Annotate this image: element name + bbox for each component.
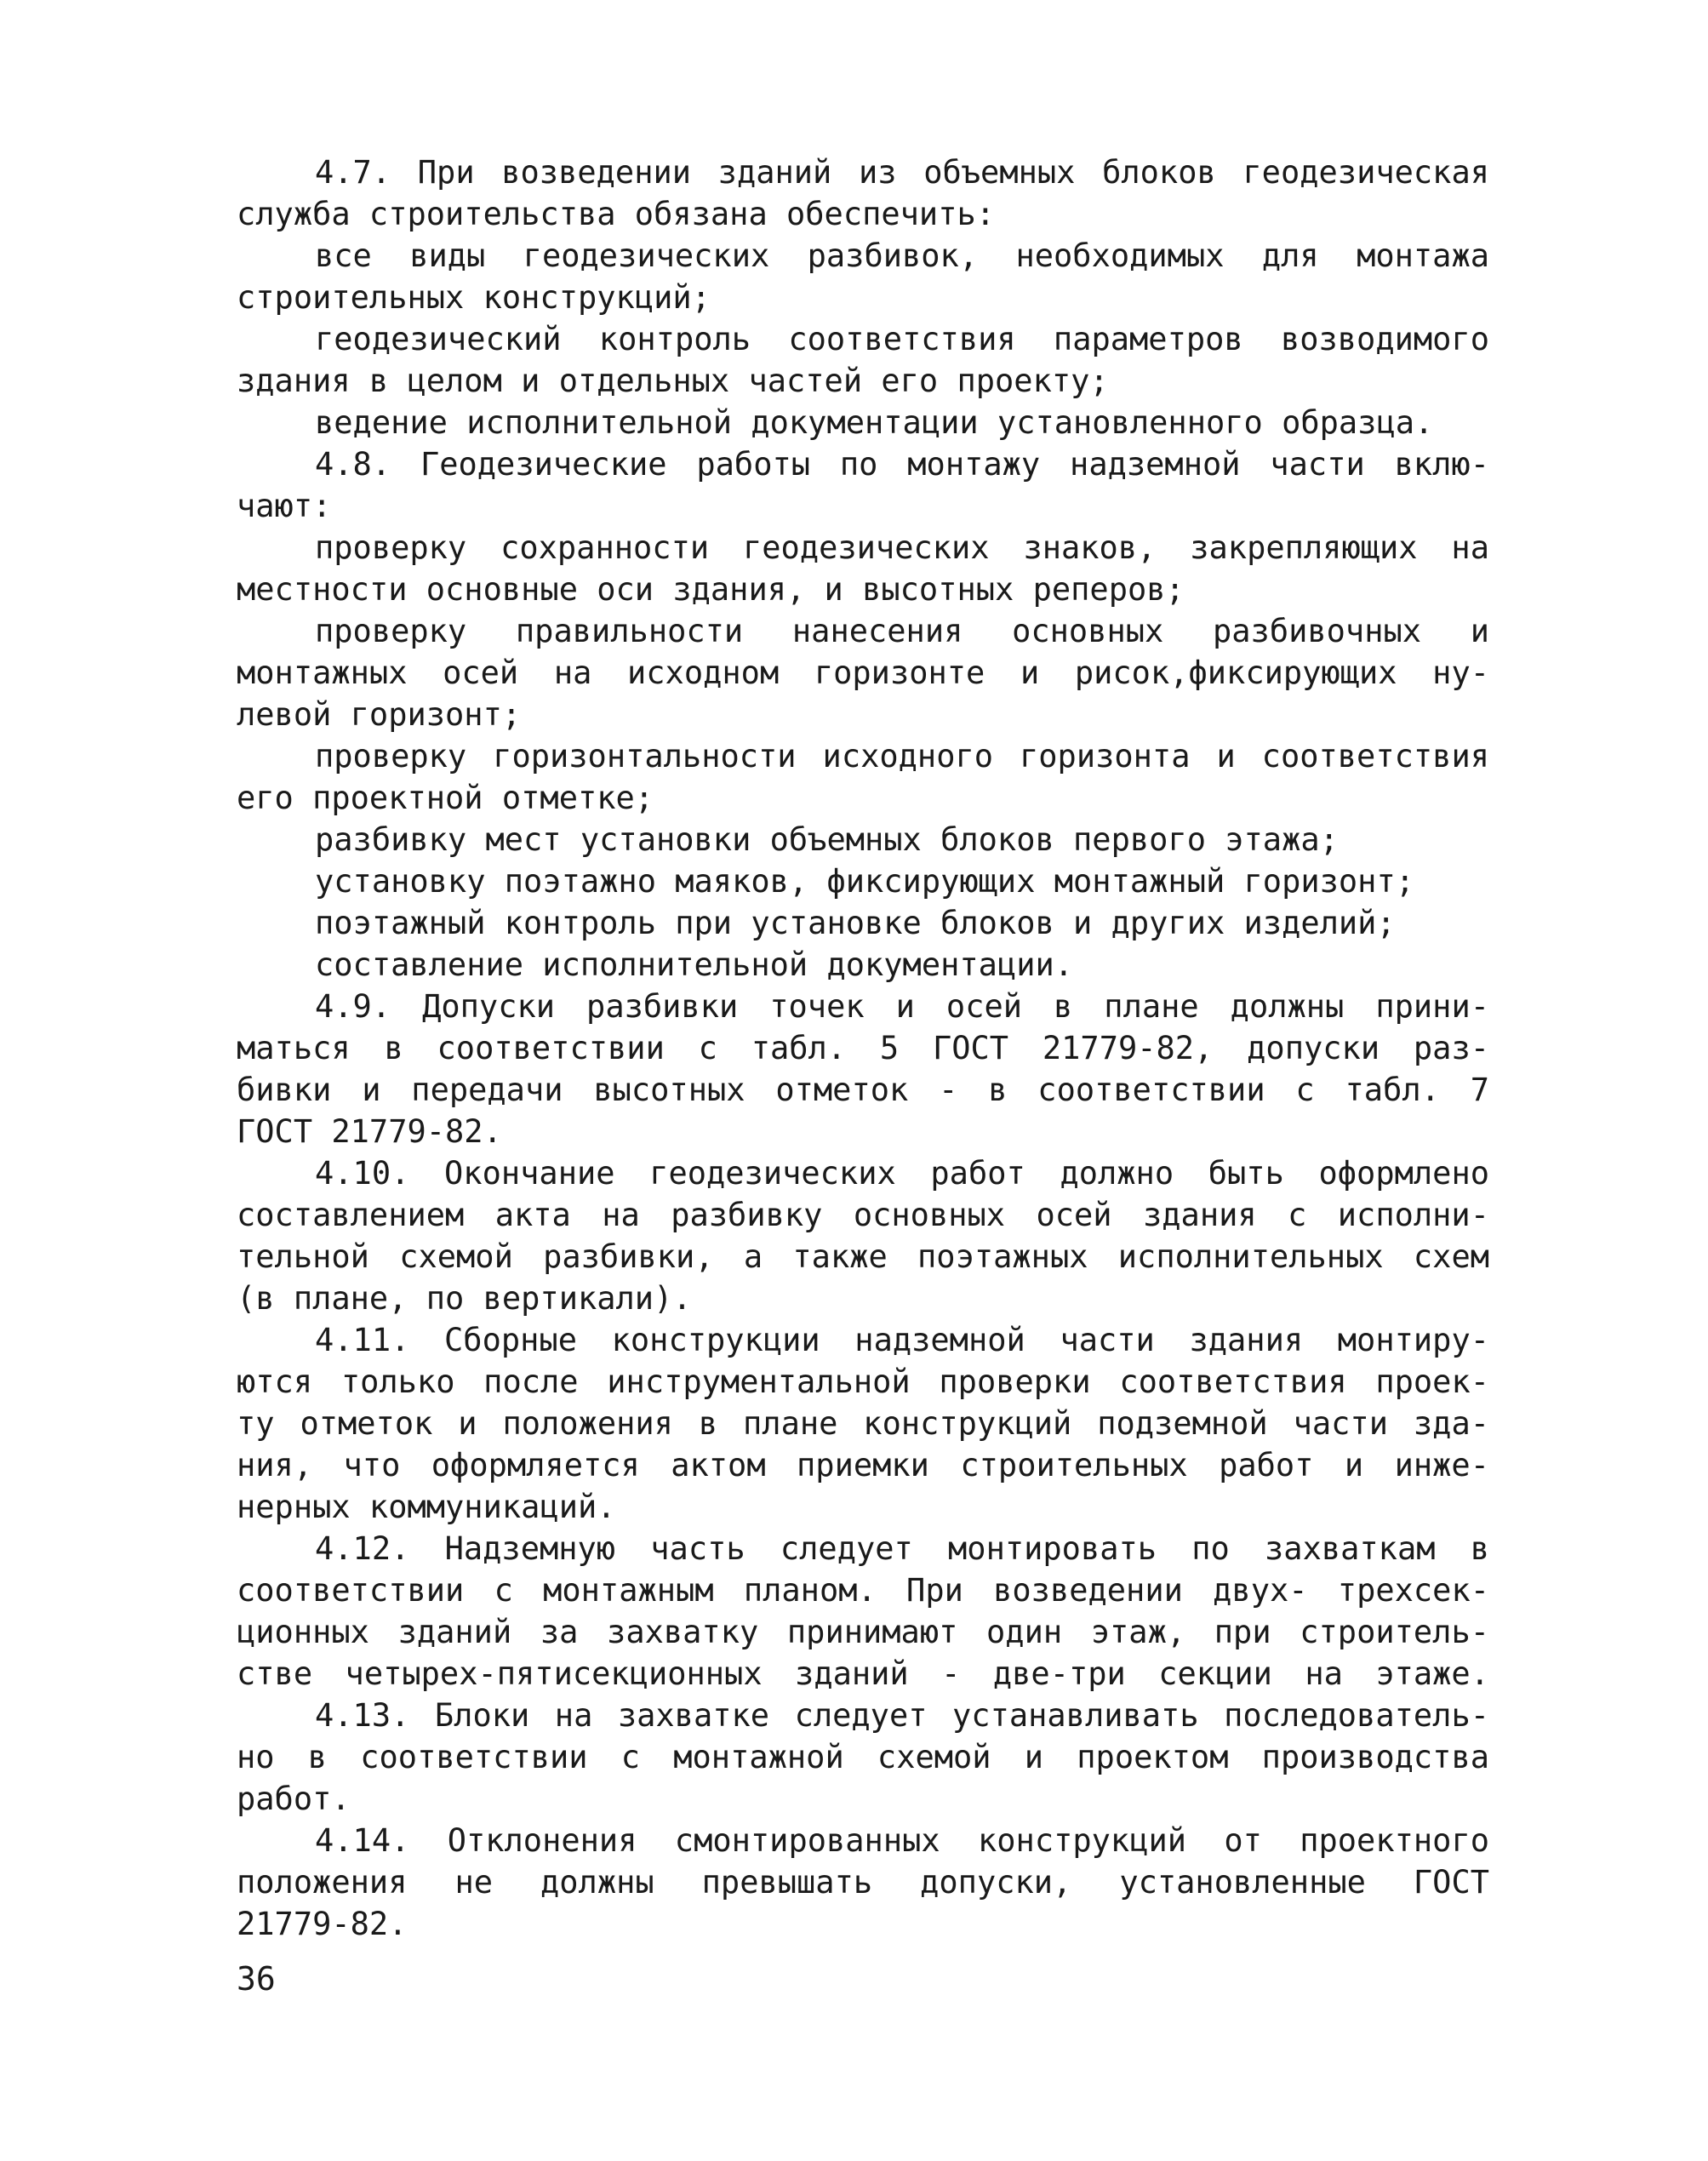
text-line: маться в соответствии с табл. 5 ГОСТ 21779-82, допуски раз-: [237, 1030, 1489, 1066]
text-line: тельной схемой разбивки, а также поэтажных исполнительных схем: [237, 1238, 1489, 1275]
text-line: составлением акта на разбивку основных осей здания с исполни-: [237, 1197, 1489, 1233]
text-line: 4.8. Геодезические работы по монтажу надземной части вклю-: [315, 446, 1489, 483]
text-line: ются только после инструментальной проверки соответствия проек-: [237, 1363, 1489, 1400]
text-line: все виды геодезических разбивок, необходимых для монтажа: [315, 237, 1489, 274]
text-line: ния, что оформляется актом приемки строительных работ и инже-: [237, 1447, 1489, 1484]
body-text: [237, 151, 1489, 1945]
text-line: (в плане, по вертикали).: [237, 1280, 692, 1317]
text-line: работ.: [237, 1781, 351, 1817]
text-line: 4.12. Надземную часть следует монтировать по захваткам в: [315, 1530, 1489, 1567]
text-line: составление исполнительной документации.: [315, 946, 1074, 983]
page-number: 36: [237, 1960, 276, 1998]
text-line: ту отметок и положения в плане конструкций подземной части зда-: [237, 1405, 1489, 1442]
text-line: служба строительства обязана обеспечить:: [237, 196, 996, 232]
text-line: 4.11. Сборные конструкции надземной части здания монтиру-: [315, 1322, 1489, 1358]
text-line: чают:: [237, 488, 332, 524]
text-line: проверку правильности нанесения основных разбивочных и: [315, 613, 1489, 649]
text-line: 4.13. Блоки на захватке следует устанавливать последователь-: [315, 1697, 1489, 1734]
text-line: нерных коммуникаций.: [237, 1489, 616, 1525]
text-line: 4.9. Допуски разбивки точек и осей в плане должны прини-: [315, 988, 1489, 1025]
text-line: здания в целом и отдельных частей его проекту;: [237, 363, 1109, 399]
text-line: установку поэтажно маяков, фиксирующих монтажный горизонт;: [315, 863, 1415, 900]
text-line: разбивку мест установки объемных блоков первого этажа;: [315, 821, 1339, 858]
text-line: проверку горизонтальности исходного горизонта и соответствия: [315, 738, 1489, 775]
text-line: 4.10. Окончание геодезических работ должно быть оформлено: [315, 1155, 1489, 1192]
text-line: поэтажный контроль при установке блоков и других изделий;: [315, 905, 1396, 941]
text-line: положения не должны превышать допуски, установленные ГОСТ: [237, 1864, 1489, 1901]
text-line: местности основные оси здания, и высотных реперов;: [237, 571, 1185, 608]
text-line: но в соответствии с монтажной схемой и проектом производства: [237, 1739, 1489, 1775]
text-line: его проектной отметке;: [237, 780, 654, 816]
text-line: ведение исполнительной документации установленного образца.: [315, 404, 1434, 441]
text-line: ГОСТ 21779-82.: [237, 1113, 502, 1150]
text-line: левой горизонт;: [237, 696, 522, 733]
text-line: строительных конструкций;: [237, 279, 711, 316]
text-line: 4.7. При возведении зданий из объемных блоков геодезическая: [315, 154, 1489, 191]
text-line: проверку сохранности геодезических знаков, закрепляющих на: [315, 529, 1489, 566]
text-line: 21779-82.: [237, 1906, 408, 1942]
text-line: 4.14. Отклонения смонтированных конструкций от проектного: [315, 1822, 1489, 1859]
text-line: стве четырех-пятисекционных зданий - две-три секции на этаже.: [237, 1655, 1489, 1692]
text-line: монтажных осей на исходном горизонте и рисок,фиксирующих ну-: [237, 655, 1489, 691]
text-line: геодезический контроль соответствия параметров возводимого: [315, 321, 1489, 357]
text-line: соответствии с монтажным планом. При возведении двух- трехсек-: [237, 1572, 1489, 1609]
text-line: ционных зданий за захватку принимают один этаж, при строитель-: [237, 1614, 1489, 1650]
text-line: бивки и передачи высотных отметок - в соответствии с табл. 7: [237, 1072, 1489, 1108]
